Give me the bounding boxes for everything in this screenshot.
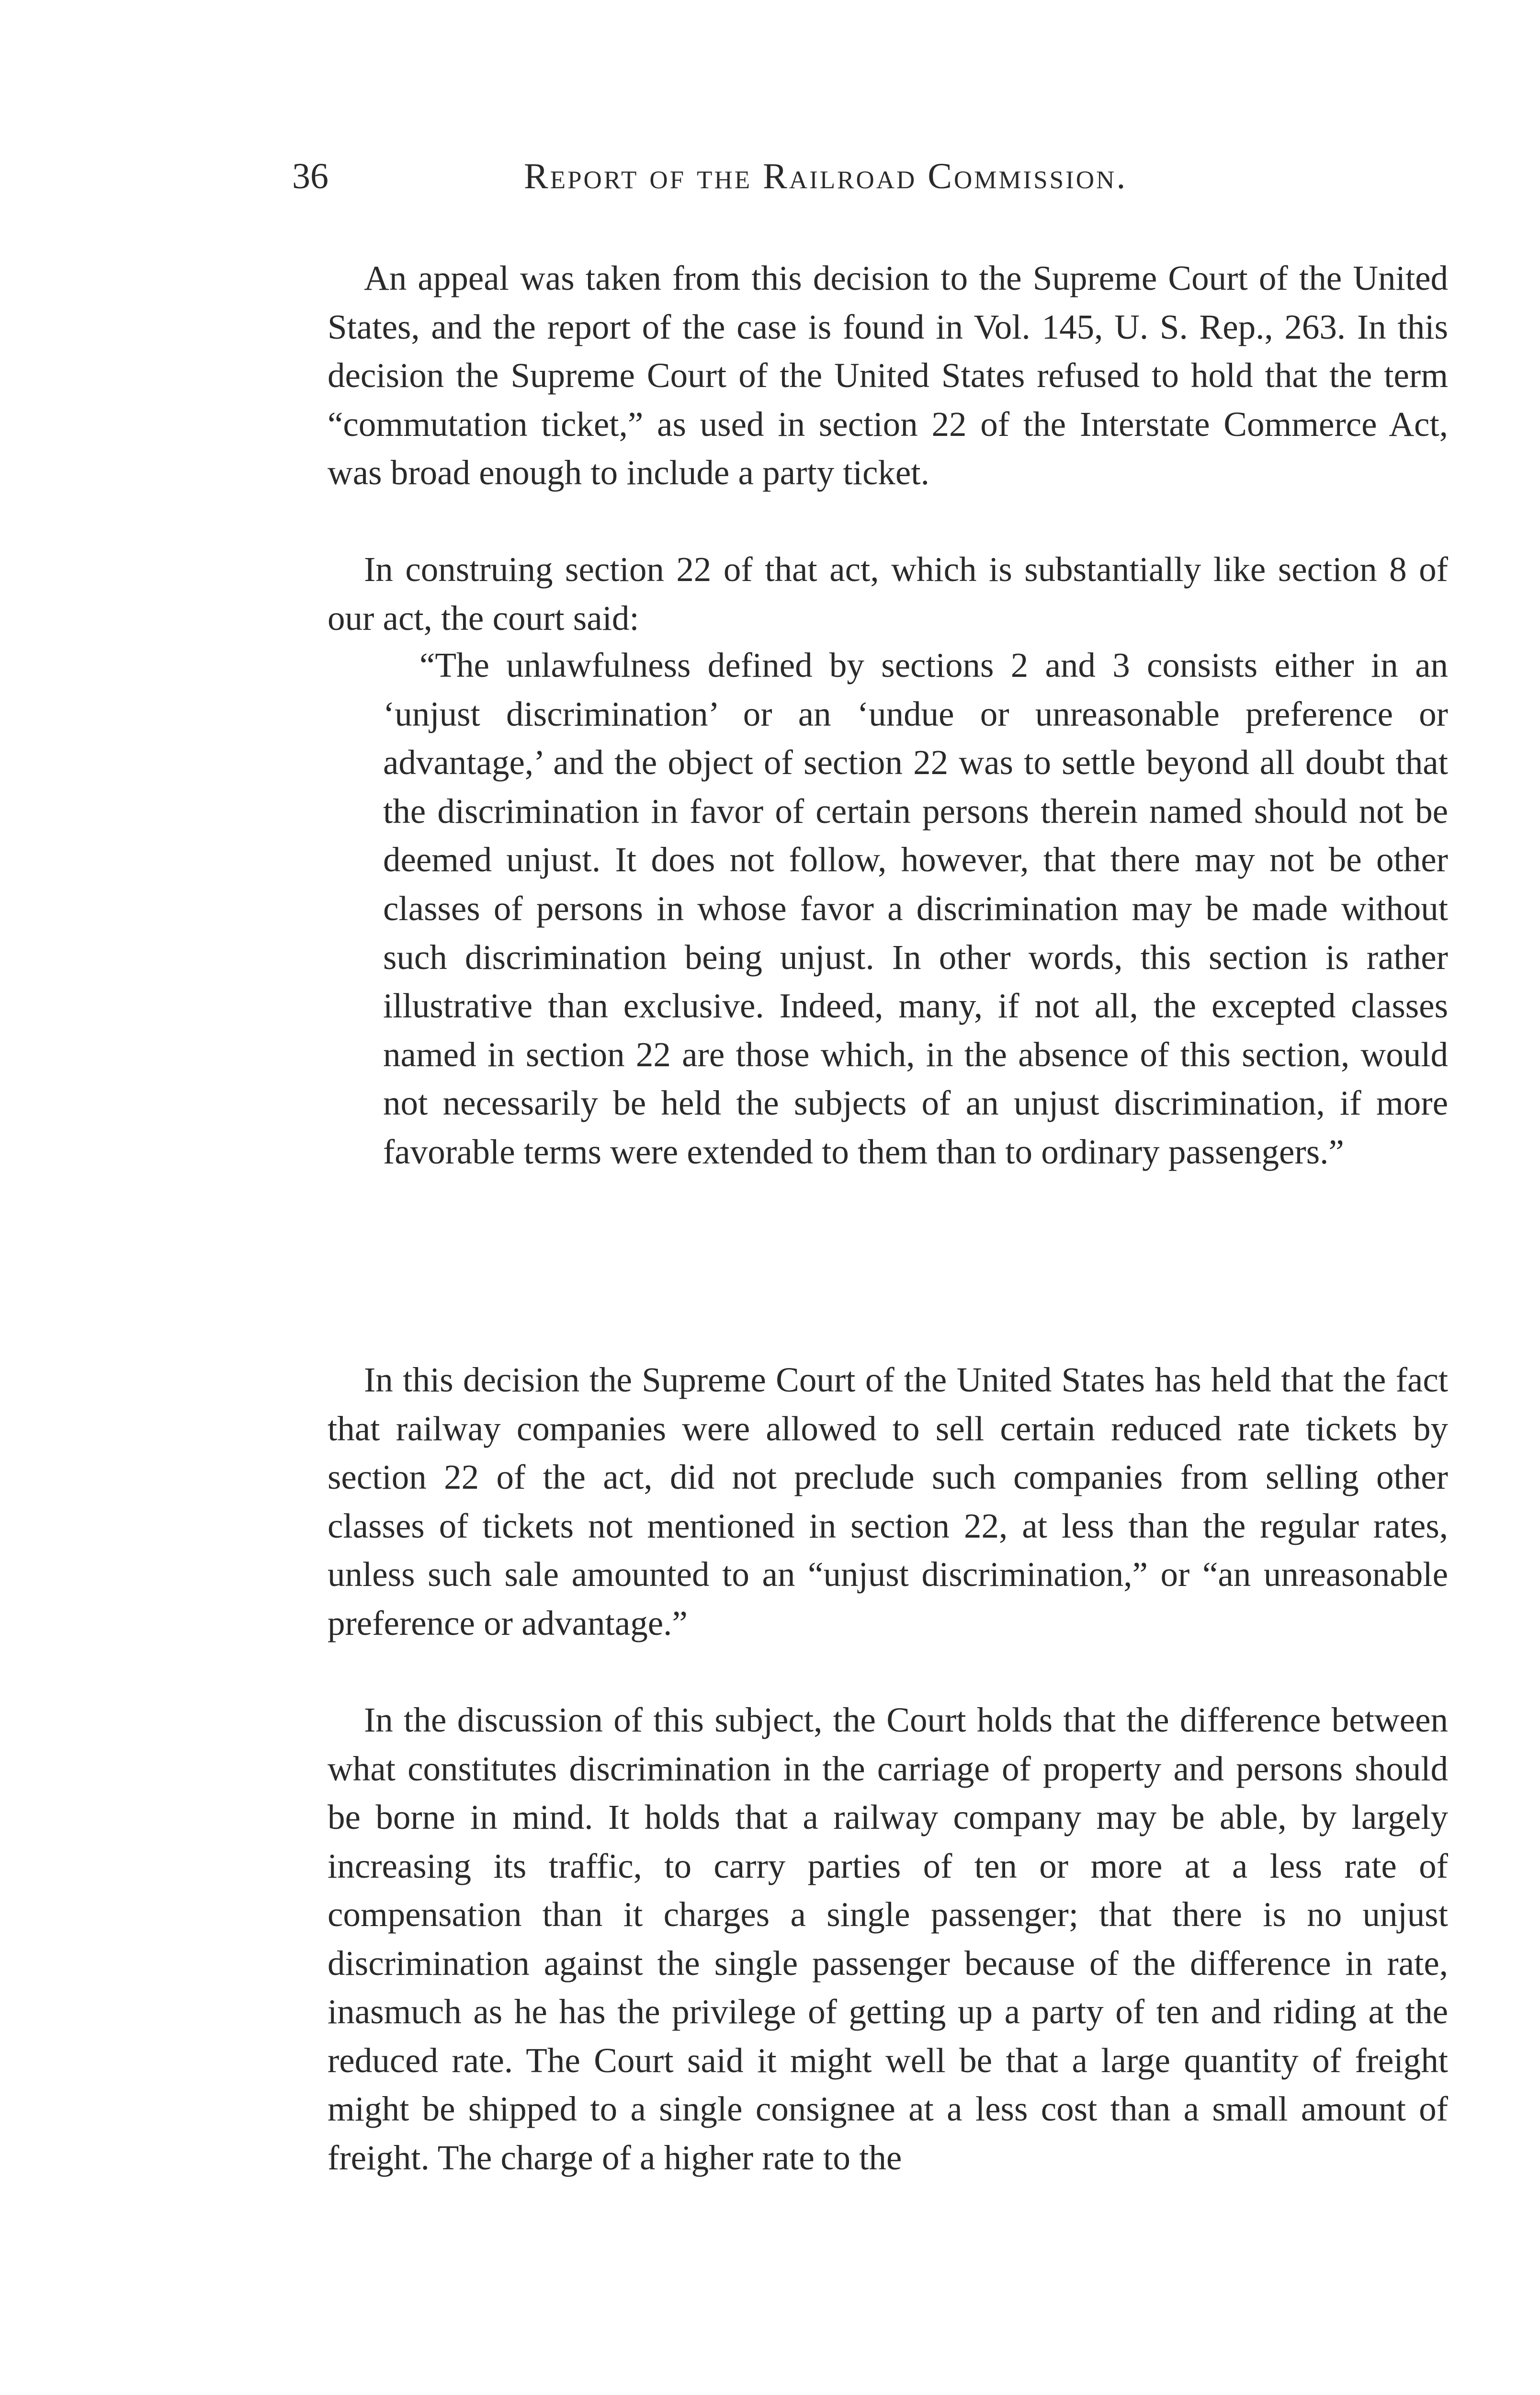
quotation-text: “The unlawfulness defined by sections 2 and 3 consists either in an ‘unjust discrimination’ or an ‘undue or unreasonable preference or advantage,’ and the object of section 22 was to settle beyond all doubt that the discrimination in favor of certain persons therein named should not be deemed unjust. It does not follow, however, that there may not be other classes of persons in whose favor a discrimination may be made without such discrimination being unjust. In other words, this section is rather illustrative than exclusive. Indeed, many, if not all, the excepted classes named in section 22 are those which, in the absence of this section, would not necessarily be held the subjects of an unjust discrimination, if more favorable terms were extended to them than to ordinary passengers.” <box>383 646 1448 1171</box>
body-paragraph-2 <box>328 545 1448 642</box>
body-paragraph-3 <box>328 1356 1448 1647</box>
body-paragraph-4 <box>328 1696 1448 2182</box>
block-quotation <box>383 641 1448 1176</box>
page-number-text: 36 <box>292 156 328 196</box>
paragraph-text: In the discussion of this subject, the Court holds that the difference between what constitutes discrimination in the carriage of property and persons should be borne in mind. It holds that a railway company may be able, by largely increasing its traffic, to carry parties of ten or more at a less rate of compensation than it charges a single passenger; that there is no unjust discrimination against the single passenger because of the difference in rate, inasmuch as he has the privilege of getting up a party of ten and riding at the reduced rate. The Court said it might well be that a large quantity of freight might be shipped to a single consignee at a less cost than a small amount of freight. The charge of a higher rate to the <box>328 1700 1448 2177</box>
body-paragraph-1 <box>328 254 1448 497</box>
running-head: Report of the Railroad Commission. <box>524 156 1128 196</box>
paragraph-text: In construing section 22 of that act, which is substantially like section 8 of our act, the court said: <box>328 550 1448 638</box>
paragraph-text: In this decision the Supreme Court of the United States has held that the fact that railway companies were allowed to sell certain reduced rate tickets by section 22 of the act, did not preclude such companies from selling other classes of tickets not mentioned in section 22, at less than the regular rates, unless such sale amounted to an “unjust discrimination,” or “an unreasonable preference or advantage.” <box>328 1360 1448 1642</box>
paragraph-text: An appeal was taken from this decision to the Supreme Court of the United States, and the report of the case is found in Vol. 145, U. S. Rep., 263. In this decision the Supreme Court of the United States refused to hold that the term “commutation ticket,” as used in section 22 of the Interstate Commerce Act, was broad enough to include a party ticket. <box>328 259 1448 492</box>
